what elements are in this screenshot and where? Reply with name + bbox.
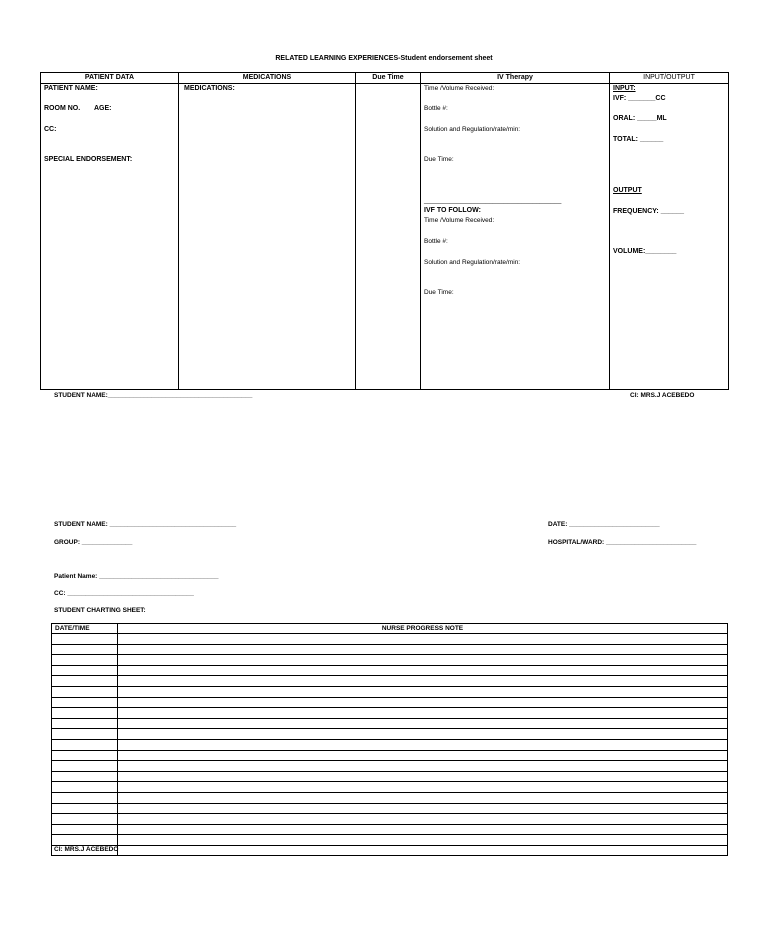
progress-note-table: [51, 623, 728, 856]
total-label: TOTAL: ______: [613, 136, 664, 143]
iv-due-time-label: Due Time:: [424, 156, 454, 163]
progress-note-cell[interactable]: [118, 634, 728, 645]
date-time-cell[interactable]: [52, 835, 118, 846]
progress-note-cell[interactable]: [118, 718, 728, 729]
progress-note-cell[interactable]: [118, 739, 728, 750]
input-label: INPUT:: [613, 85, 636, 92]
date-time-cell[interactable]: [52, 792, 118, 803]
iv-bottle-label-2: Bottle #:: [424, 238, 448, 245]
table-row: [52, 676, 728, 687]
date-time-cell[interactable]: [52, 750, 118, 761]
table-row: [52, 634, 728, 645]
table-row: [52, 655, 728, 666]
date-time-cell[interactable]: [52, 761, 118, 772]
table-row: [52, 739, 728, 750]
due-time-cell[interactable]: [356, 84, 421, 390]
iv-solution-label-2: Solution and Regulation/rate/min:: [424, 259, 521, 266]
table-row: [52, 845, 728, 856]
date-time-cell[interactable]: [52, 708, 118, 719]
charting-sheet-label: STUDENT CHARTING SHEET:: [54, 607, 146, 614]
table-row: [52, 803, 728, 814]
progress-note-cell[interactable]: [118, 761, 728, 772]
iv-time-volume-label: Time /Volume Received:: [424, 85, 495, 92]
student-name-field[interactable]: STUDENT NAME:________________________________________: [54, 392, 253, 399]
date-time-cell[interactable]: [52, 644, 118, 655]
iv-due-time-label-2: Due Time:: [424, 289, 454, 296]
header-due-time: Due Time: [356, 73, 421, 84]
date-time-cell[interactable]: [52, 676, 118, 687]
table-row: [52, 750, 728, 761]
date-time-cell[interactable]: [52, 729, 118, 740]
sheet-title: RELATED LEARNING EXPERIENCES-Student endorsement sheet: [275, 55, 493, 62]
hospital-ward-field[interactable]: HOSPITAL/WARD: _________________________: [548, 539, 697, 546]
date-time-cell[interactable]: [52, 697, 118, 708]
patient-name-field[interactable]: Patient Name: _________________________________: [54, 573, 219, 580]
header-patient-data: PATIENT DATA: [41, 73, 179, 84]
table-row: [52, 782, 728, 793]
progress-note-cell[interactable]: [118, 771, 728, 782]
endorsement-table: [40, 72, 729, 390]
date-time-cell[interactable]: [52, 634, 118, 645]
group-field[interactable]: GROUP: ______________: [54, 539, 133, 546]
cc-field[interactable]: CC: ___________________________________: [54, 590, 194, 597]
patient-data-cell[interactable]: [41, 84, 179, 390]
progress-note-cell[interactable]: [118, 665, 728, 676]
date-time-cell[interactable]: [52, 771, 118, 782]
header-medications: MEDICATIONS: [179, 73, 356, 84]
progress-note-cell[interactable]: [118, 644, 728, 655]
table-row: [52, 718, 728, 729]
col-date-time: DATE/TIME: [52, 624, 118, 634]
medications-cell[interactable]: [179, 84, 356, 390]
date-field[interactable]: DATE: _________________________: [548, 521, 660, 528]
progress-note-cell[interactable]: [118, 655, 728, 666]
date-time-cell[interactable]: [52, 782, 118, 793]
progress-note-cell[interactable]: [118, 824, 728, 835]
iv-bottle-label: Bottle #:: [424, 105, 448, 112]
iv-blank-line: ______________________________________: [424, 197, 562, 204]
date-time-cell[interactable]: [52, 814, 118, 825]
date-time-cell[interactable]: [52, 824, 118, 835]
progress-note-cell[interactable]: [118, 676, 728, 687]
table-row: [52, 771, 728, 782]
table-row: [52, 824, 728, 835]
progress-note-cell[interactable]: [118, 792, 728, 803]
frequency-label: FREQUENCY: ______: [613, 208, 685, 215]
date-time-cell[interactable]: [52, 686, 118, 697]
room-no-label: ROOM NO.: [44, 105, 81, 112]
progress-note-cell[interactable]: [118, 708, 728, 719]
progress-note-cell[interactable]: [118, 782, 728, 793]
table-row: [52, 814, 728, 825]
input-output-cell[interactable]: [610, 84, 729, 390]
patient-name-label: PATIENT NAME:: [44, 85, 98, 92]
table-row: [52, 761, 728, 772]
progress-note-cell[interactable]: [118, 729, 728, 740]
iv-solution-label: Solution and Regulation/rate/min:: [424, 126, 521, 133]
oral-ml-label: ORAL: _____ML: [613, 115, 667, 122]
student-name-field-2[interactable]: STUDENT NAME: ___________________________________: [54, 521, 237, 528]
progress-note-cell[interactable]: [118, 750, 728, 761]
age-label: AGE:: [94, 105, 112, 112]
table-row: [52, 686, 728, 697]
date-time-cell[interactable]: [52, 655, 118, 666]
progress-note-cell[interactable]: [118, 814, 728, 825]
table-row: [52, 792, 728, 803]
date-time-cell[interactable]: [52, 803, 118, 814]
header-input-output: INPUT/OUTPUT: [610, 73, 729, 84]
header-iv-therapy: IV Therapy: [421, 73, 610, 84]
date-time-cell[interactable]: [52, 718, 118, 729]
progress-note-cell[interactable]: [118, 845, 728, 856]
ci-label: CI: MRS.J ACEBEDO: [630, 392, 695, 399]
special-endorsement-label: SPECIAL ENDORSEMENT:: [44, 156, 133, 163]
iv-time-volume-label-2: Time /Volume Received:: [424, 217, 495, 224]
progress-note-cell[interactable]: [118, 803, 728, 814]
table-row: [52, 665, 728, 676]
ivf-to-follow-label: IVF TO FOLLOW:: [424, 207, 481, 214]
progress-note-cell[interactable]: [118, 697, 728, 708]
cc-label: CC:: [44, 126, 57, 133]
table-row: [52, 644, 728, 655]
date-time-cell[interactable]: [52, 665, 118, 676]
ivf-cc-label: IVF: _______CC: [613, 95, 666, 102]
table-row: [52, 697, 728, 708]
table-row: [52, 708, 728, 719]
col-nurse-progress-note: NURSE PROGRESS NOTE: [118, 624, 728, 634]
progress-note-cell[interactable]: [118, 835, 728, 846]
output-label: OUTPUT: [613, 187, 642, 194]
ci-label-2: CI: MRS.J ACEBEDO: [54, 846, 119, 853]
table-row: [52, 835, 728, 846]
volume-label: VOLUME:________: [613, 248, 677, 255]
date-time-cell[interactable]: [52, 739, 118, 750]
iv-therapy-cell[interactable]: [421, 84, 610, 390]
medications-label: MEDICATIONS:: [184, 85, 235, 92]
progress-note-cell[interactable]: [118, 686, 728, 697]
table-row: [52, 729, 728, 740]
